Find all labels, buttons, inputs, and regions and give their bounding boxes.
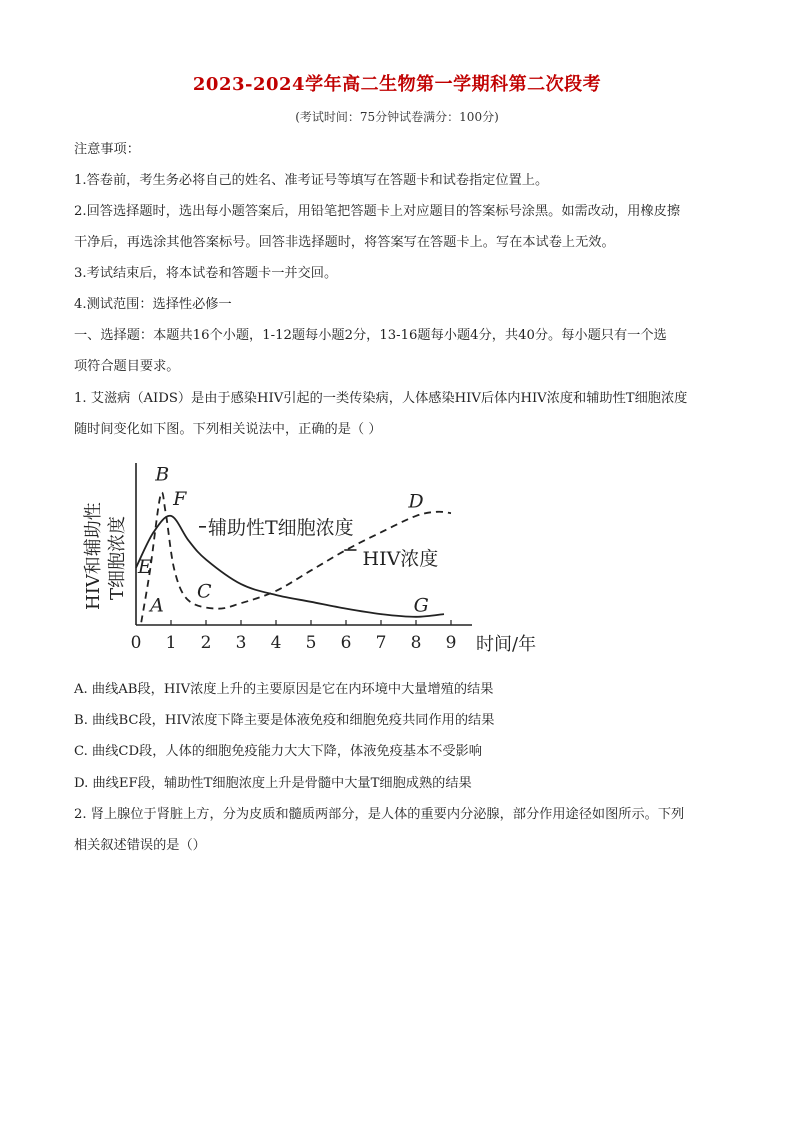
option-b: B. 曲线BC段，HIV浓度下降主要是体液免疫和细胞免疫共同作用的结果: [74, 713, 495, 728]
x-tick-label: 7: [375, 633, 387, 653]
point-label-c: C: [196, 580, 212, 603]
point-label-g: G: [413, 594, 429, 617]
x-tick-label: 0: [130, 633, 142, 653]
y-axis-label: HIV和辅助性: [83, 502, 104, 610]
point-label-a: A: [150, 594, 164, 617]
note-item: 2.回答选择题时，选出每小题答案后，用铅笔把答题卡上对应题目的答案标号涂黑。如需改动，用橡皮擦: [74, 204, 681, 219]
section-heading: 一、选择题：本题共16个小题，1-12题每小题2分，13-16题每小题4分，共40分。每小题只有一个选: [74, 328, 667, 343]
x-tick-label: 2: [200, 633, 212, 653]
x-tick-label: 1: [165, 633, 177, 653]
option-d: D. 曲线EF段，辅助性T细胞浓度上升是骨髓中大量T细胞成熟的结果: [74, 776, 472, 791]
point-label-f: F: [173, 488, 187, 510]
question-2-stem-cont: 相关叙述错误的是（）: [74, 838, 206, 853]
x-tick-label: 3: [235, 633, 247, 653]
series-label: 辅助性T细胞浓度: [208, 516, 354, 539]
question-1-stem: 1. 艾滋病（AIDS）是由于感染HIV引起的一类传染病，人体感染HIV后体内HIV浓度和辅助性T细胞浓度: [74, 391, 688, 406]
note-item: 1.答卷前，考生务必将自己的姓名、准考证号等填写在答题卡和试卷指定位置上。: [74, 173, 549, 188]
option-c: C. 曲线CD段，人体的细胞免疫能力大大下降，体液免疫基本不受影响: [74, 744, 482, 759]
question-1-stem-cont: 随时间变化如下图。下列相关说法中，正确的是（ ）: [74, 422, 382, 437]
notes-heading: 注意事项：: [74, 142, 140, 157]
hiv-chart: [72, 455, 552, 665]
x-tick-label: 8: [410, 633, 422, 653]
x-tick-label: 5: [305, 633, 317, 653]
x-tick-label: 6: [340, 633, 352, 653]
point-label-e: E: [137, 556, 152, 579]
x-tick-label: 4: [270, 633, 282, 653]
section-heading-cont: 项符合题目要求。: [74, 359, 180, 374]
point-label-b: B: [155, 463, 170, 486]
page-title: 2023-2024学年高二生物第一学期科第二次段考: [192, 74, 602, 95]
point-label-d: D: [408, 490, 424, 513]
y-axis-label: T细胞浓度: [107, 515, 128, 600]
note-item: 干净后，再选涂其他答案标号。回答非选择题时，将答案写在答题卡上。写在本试卷上无效。: [74, 235, 615, 250]
option-a: A. 曲线AB段，HIV浓度上升的主要原因是它在内环境中大量增殖的结果: [74, 682, 494, 697]
series-label: HIV浓度: [362, 548, 439, 571]
x-tick-label: 9: [445, 633, 457, 653]
note-item: 3.考试结束后，将本试卷和答题卡一并交回。: [74, 266, 338, 281]
question-2-stem: 2. 肾上腺位于肾脏上方，分为皮质和髓质两部分，是人体的重要内分泌腺，部分作用途径如图所示。下列: [74, 807, 685, 822]
x-axis-label: 时间/年: [476, 634, 537, 655]
note-item: 4.测试范围：选择性必修一: [74, 297, 232, 312]
exam-info: (考试时间：75分钟试卷满分：100分): [295, 110, 499, 124]
